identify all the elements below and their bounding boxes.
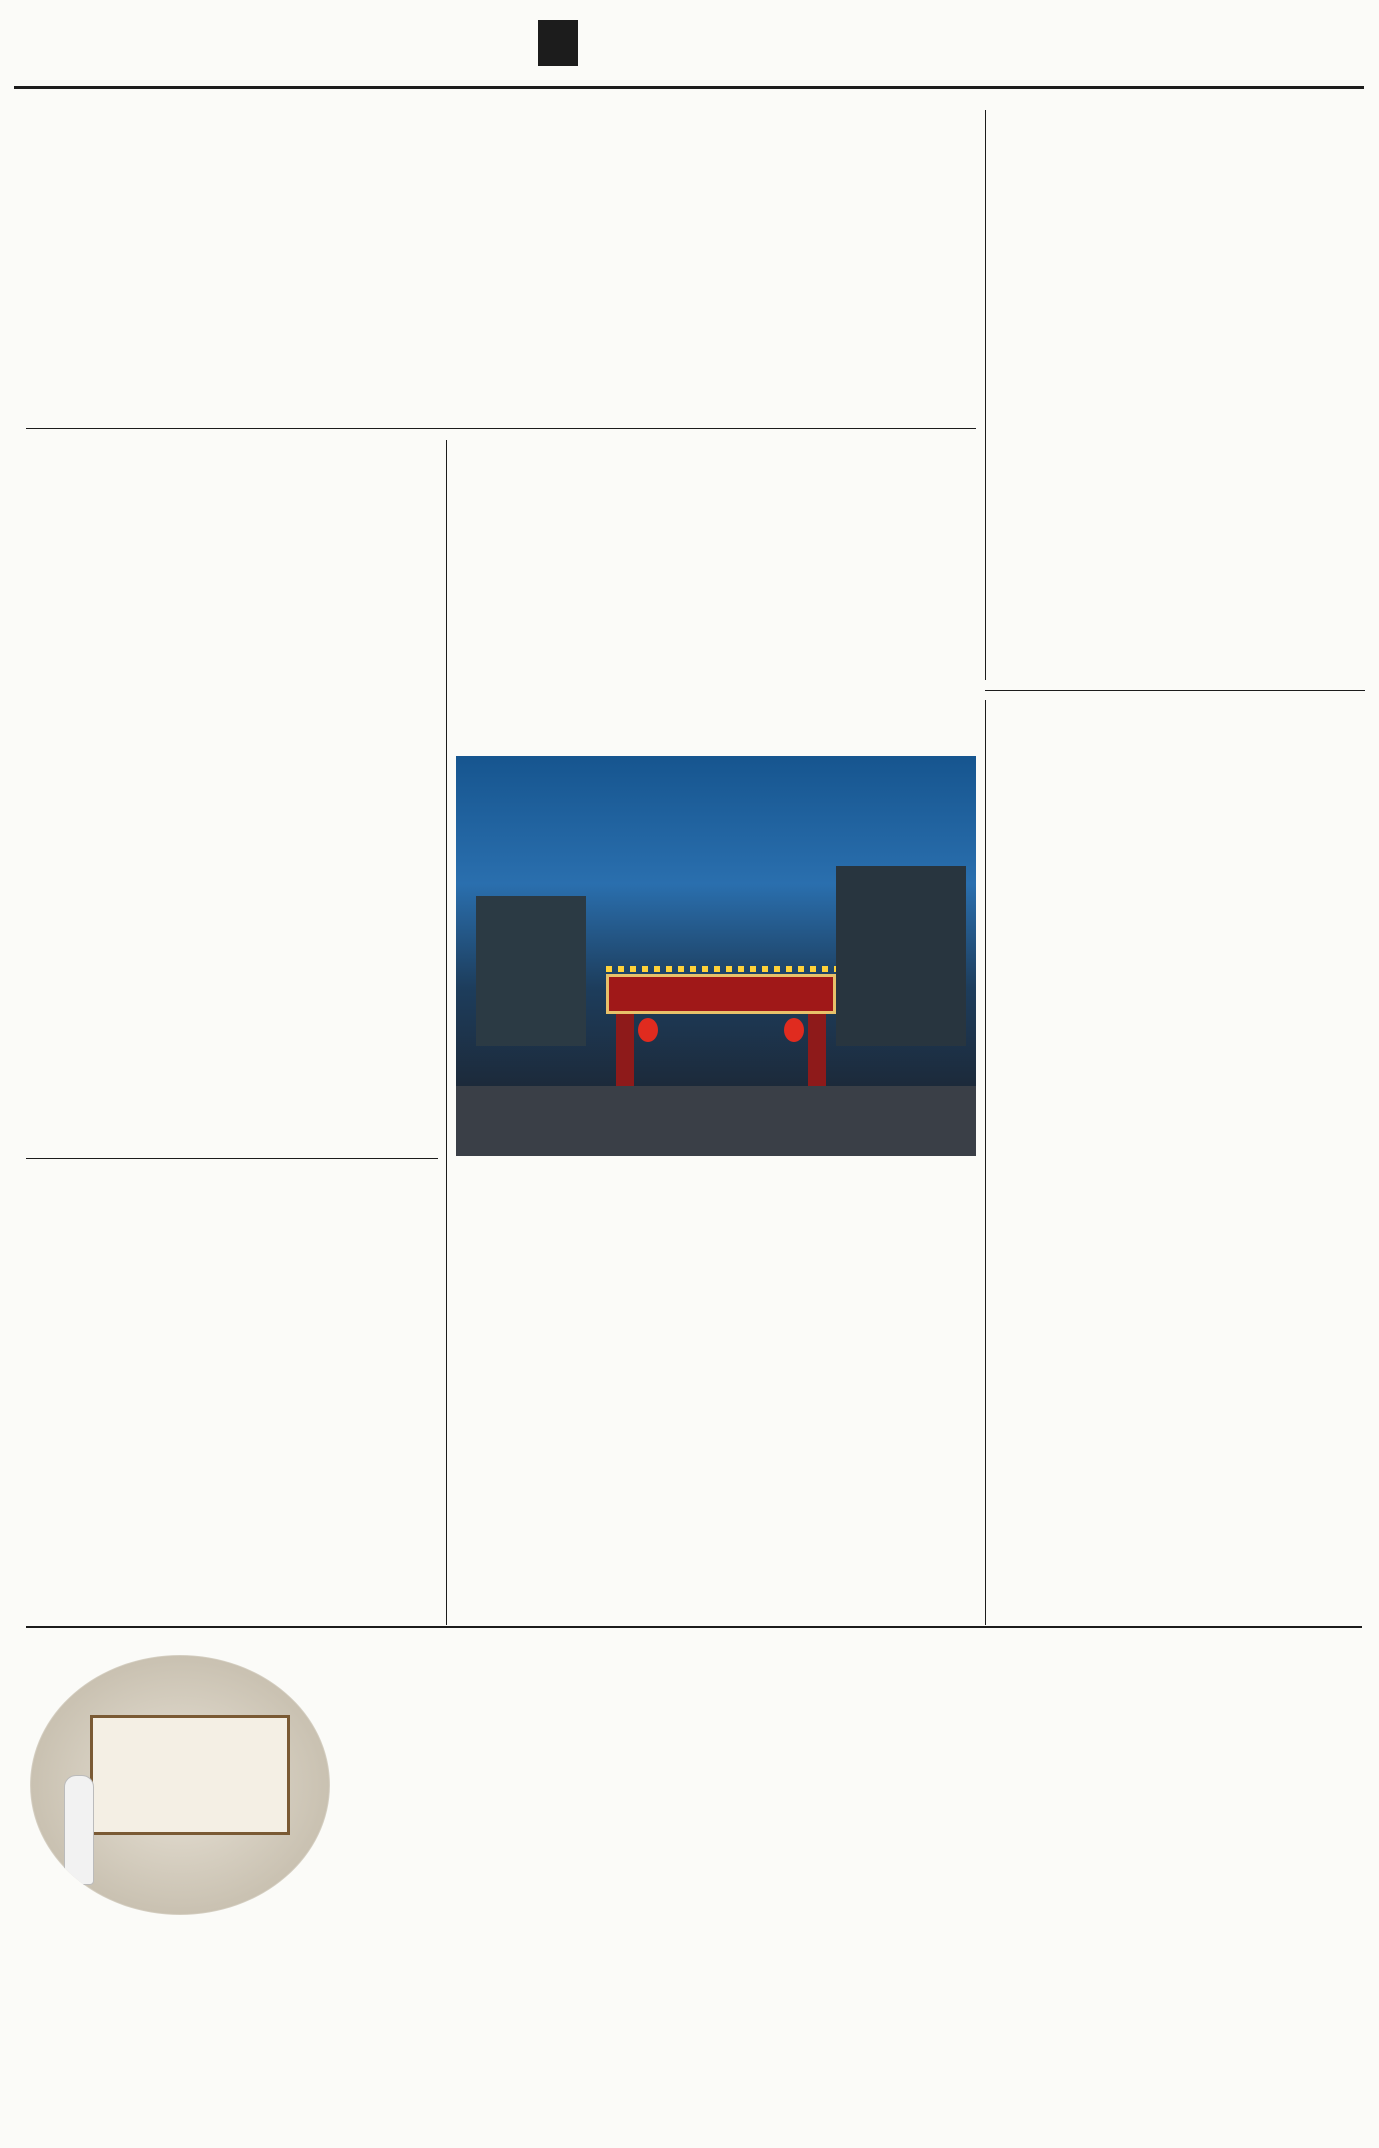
article-xiashijie-col3	[538, 1712, 748, 2148]
article-yuhua-col1	[28, 192, 333, 424]
article-yuhua-col2	[346, 192, 651, 424]
photo-building-right	[836, 866, 966, 1046]
article-huayuan-col1	[456, 1162, 708, 1617]
article-tieyun-body	[994, 790, 1354, 1600]
photo-lantern-left	[638, 1018, 658, 1042]
article-supply-col2	[728, 546, 978, 726]
photo-road	[456, 1086, 976, 1156]
divider-left	[446, 440, 447, 1625]
photo-person-figure	[64, 1775, 94, 1885]
divider-bottom-article	[26, 1626, 1362, 1628]
article-supply-col1	[456, 546, 716, 746]
divider-yuhua	[26, 428, 976, 429]
photo-wall-panel	[90, 1715, 290, 1835]
article-xiashijie-col2	[338, 1712, 528, 2148]
photo-xiashijie-calligraphy	[30, 1655, 330, 1915]
photo-lantern-right	[784, 1018, 804, 1042]
article-xinrong-body	[30, 1320, 438, 1605]
photo-huayuan-gate	[456, 756, 976, 1156]
masthead-rule	[14, 86, 1364, 89]
article-xiashijie-col1	[30, 1920, 330, 2148]
masthead	[14, 14, 1364, 90]
divider-right-col	[985, 110, 986, 680]
article-yeping-body	[108, 440, 438, 1145]
photo-lights-string	[606, 966, 836, 972]
article-xiashijie-col4	[758, 1712, 1008, 2148]
photo-gate-arch	[606, 974, 836, 1014]
divider-xinrong	[26, 1158, 438, 1159]
page-number-box	[538, 20, 578, 66]
divider-chenjiashan	[985, 690, 1365, 691]
article-xinrong-intro	[30, 1164, 438, 1212]
article-chenjiashan-body	[995, 110, 1285, 670]
article-huayuan-col2	[720, 1162, 976, 1602]
article-xiashijie-col5	[1018, 1712, 1358, 2132]
divider-right-lower	[985, 700, 986, 1625]
article-yuhua-col3	[665, 192, 970, 414]
photo-building-left	[476, 896, 586, 1046]
